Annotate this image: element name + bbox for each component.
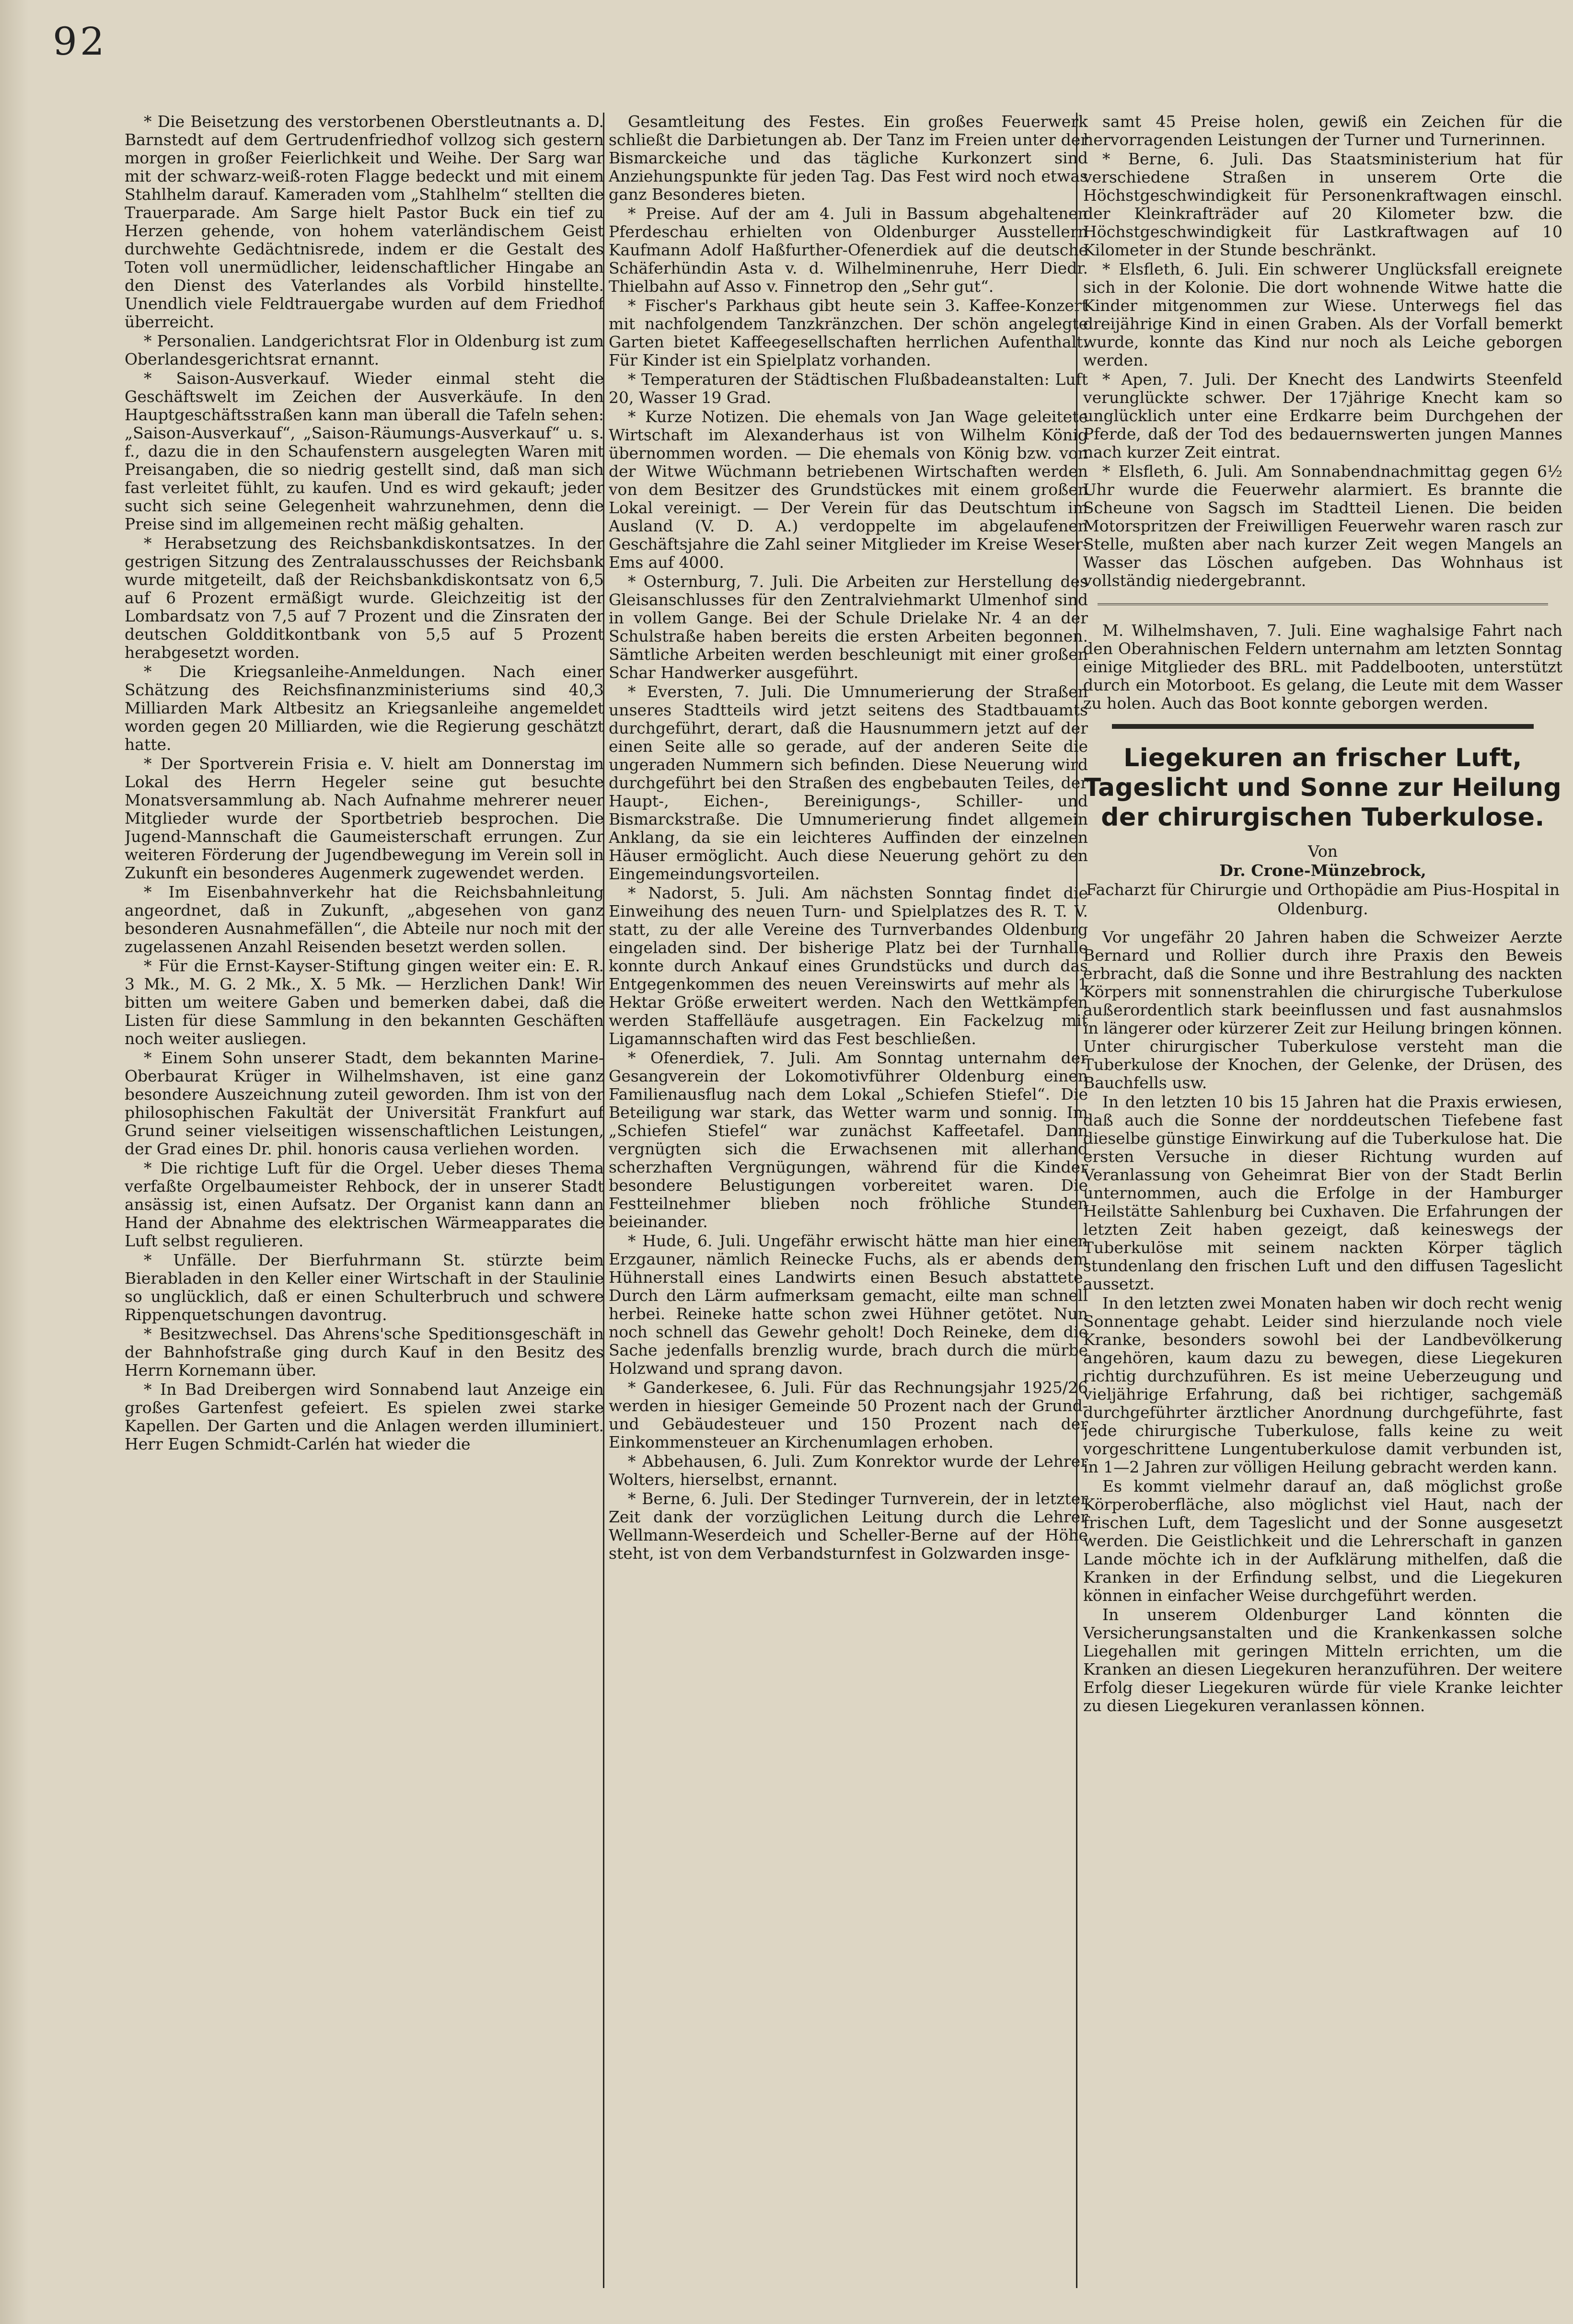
news-item: * Die Beisetzung des verstorbenen Oberstleutnants a. D. Barnstedt auf dem Gertrudenfriedhof vollzog sich gestern morgen in großer Feierlichkeit und Weihe. Der Sarg war mit der schwarz-weiß-roten Flagge bedeckt und mit einem Stahlhelm darauf. Kameraden vom „Stahlhelm“ stellten die Trauerparade. Am Sarge hielt Pastor Buck ein tief zu Herzen gehende, von hohem vaterländischem Geist durchwehte Gedächtnisrede, indem er die Gestalt des Toten voll unermüdlicher, leidenschaftlicher Hingabe an den Dienst des Vaterlandes als Vorbild hinstellte. Unendlich viele Feldtrauergabe wurden auf dem Friedhof überreicht. bbox=[125, 113, 604, 331]
news-item: * Die richtige Luft für die Orgel. Ueber dieses Thema verfaßte Orgelbaumeister Rehbock, der in unserer Stadt ansässig ist, einen Aufsatz. Der Organist kann dann an Hand der Abnahme des elektrischen Wärmeapparates die Luft selbst regulieren. bbox=[125, 1159, 604, 1250]
news-item: * Kurze Notizen. Die ehemals von Jan Wage geleitete Wirtschaft im Alexanderhaus ist von Wilhelm König übernommen worden. — Die ehemals von König bzw. von der Witwe Wüchmann betriebenen Wirtschaften werden von dem Besitzer des Grundstückes mit einem großen Lokal vereinigt. — Der Verein für das Deutschtum im Ausland (V. D. A.) verdoppelte im abgelaufenen Geschäftsjahre die Zahl seiner Mitglieder im Kreise Weser-Ems auf 4000. bbox=[609, 407, 1088, 572]
news-item: * Abbehausen, 6. Juli. Zum Konrektor wurde der Lehrer Wolters, hierselbst, ernannt. bbox=[609, 1452, 1088, 1489]
article-rule bbox=[1112, 724, 1534, 729]
article-headline: Liegekuren an frischer Luft, Tageslicht und Sonne zur Heilung der chirurgischen Tuberkulose. bbox=[1084, 744, 1562, 832]
news-item: * Einem Sohn unserer Stadt, dem bekannten Marine-Oberbaurat Krüger in Wilhelmshaven, ist eine ganz besondere Auszeichnung zuteil geworden. Ihm ist von der philosophischen Fakultät der Universität Frankfurt auf Grund seiner vielseitigen wissenschaftlichen Leistungen, der Grad eines Dr. phil. honoris causa verliehen worden. bbox=[125, 1048, 604, 1158]
news-item: * Die Kriegsanleihe-Anmeldungen. Nach einer Schätzung des Reichsfinanzministeriums sind 40,3 Milliarden Mark Altbesitz an Kriegsanleihe angemeldet worden gegen 20 Milliarden, wie die Regierung geschätzt hatte. bbox=[125, 662, 604, 754]
column-middle bbox=[609, 113, 1088, 2298]
page-number: 92 bbox=[53, 19, 107, 64]
byline-author: Dr. Crone-Münzebrock, bbox=[1219, 861, 1426, 880]
news-item: * Elsfleth, 6. Juli. Am Sonnabendnachmittag gegen 6½ Uhr wurde die Feuerwehr alarmiert. Es brannte die Scheune von Sagsch im Stadtteil Lienen. Die beiden Motorspritzen der Freiwilligen Feuerwehr waren rasch zur Stelle, mußten aber nach kurzer Zeit wegen Mangels an Wasser das Löschen aufgeben. Das Wohnhaus ist vollständig niedergebrannt. bbox=[1083, 462, 1562, 590]
news-item: * Berne, 6. Juli. Der Stedinger Turnverein, der in letzter Zeit dank der vorzüglichen Leitung durch die Lehrer Wellmann-Weserdeich und Scheller-Berne auf der Höhe steht, ist von dem Verbandsturnfest in Golzwarden insge- bbox=[609, 1489, 1088, 1563]
news-item: * Berne, 6. Juli. Das Staatsministerium hat für verschiedene Straßen in unserem Orte die Höchstgeschwindigkeit für Personenkraftwagen einschl. der Kleinkrafträder auf 20 Kilometer bzw. die Höchstgeschwindigkeit für Lastkraftwagen auf 10 Kilometer in der Stunde beschränkt. bbox=[1083, 150, 1562, 259]
news-item: * Apen, 7. Juli. Der Knecht des Landwirts Steenfeld verunglückte schwer. Der 17jährige Knecht kam so unglücklich unter eine Erdkarre beim Durchgehen der Pferde, daß der Tod des bedauernswerten jungen Mannes nach kurzer Zeit eintrat. bbox=[1083, 370, 1562, 461]
news-item: * Nadorst, 5. Juli. Am nächsten Sonntag findet die Einweihung des neuen Turn- und Spielplatzes des R. T. V. statt, zu der alle Vereine des Turnverbandes Oldenburg eingeladen sind. Der bisherige Platz bei der Turnhalle konnte durch Ankauf eines Grundstücks und durch das Entgegenkommen des neuen Vereinswirts auf mehr als 1 Hektar Größe erweitert werden. Nach den Wettkämpfen werden Staffelläufe ausgetragen. Ein Fackelzug mit Ligamannschaften wird das Fest beschließen. bbox=[609, 884, 1088, 1048]
news-item: * Im Eisenbahnverkehr hat die Reichsbahnleitung angeordnet, daß in Zukunft, „abgesehen von ganz besonderen Ausnahmefällen“, die Abteile nur noch mit der zugelassenen Anzahl Reisenden besetzt werden sollen. bbox=[125, 883, 604, 956]
news-item: Gesamtleitung des Festes. Ein großes Feuerwerk schließt die Darbietungen ab. Der Tanz im Freien unter der Bismarckeiche und das tägliche Kurkonzert sind Anziehungspunkte für jeden Tag. Das Fest wird noch etwas ganz Besonderes bieten. bbox=[609, 113, 1088, 204]
news-item: * Fischer's Parkhaus gibt heute sein 3. Kaffee-Konzert mit nachfolgendem Tanzkränzchen. Der schön angelegte Garten bietet Kaffeegesellschaften herrlichen Aufenthalt. Für Kinder ist ein Spielplatz vorhanden. bbox=[609, 296, 1088, 369]
news-item: samt 45 Preise holen, gewiß ein Zeichen für die hervorragenden Leistungen der Turner und Turnerinnen. bbox=[1083, 113, 1562, 149]
article-paragraph: In den letzten 10 bis 15 Jahren hat die Praxis erwiesen, daß auch die Sonne der norddeutschen Tiefebene fast dieselbe günstige Einwirkung auf die Tuberkulose hat. Die ersten Versuche in dieser Richtung wurden auf Veranlassung von Geheimrat Bier von der Stadt Berlin unternommen, auch die Erfolge in der Hamburger Heilstätte Sahlenburg bei Cuxhaven. Die Erfahrungen der letzten Zeit haben gezeigt, daß keineswegs der Tuberkulöse mit seinem nackten Körper täglich stundenlang den frischen Luft und den diffusen Tageslicht aussetzt. bbox=[1083, 1093, 1562, 1293]
byline-author-title: Facharzt für Chirurgie und Orthopädie am Pius-Hospital in Oldenburg. bbox=[1086, 880, 1560, 918]
news-item: * Herabsetzung des Reichsbankdiskontsatzes. In der gestrigen Sitzung des Zentralausschusses der Reichsbank wurde mitgeteilt, daß der Reichsbankdiskontsatz von 6,5 auf 6 Prozent ermäßigt wurde. Gleichzeitig ist der Lombardsatz von 7,5 auf 7 Prozent und die Zinsraten der deutschen Goldditkontbank von 5,5 auf 5 Prozent herabgesetzt worden. bbox=[125, 534, 604, 662]
section-separator bbox=[1098, 603, 1548, 608]
news-item: * Hude, 6. Juli. Ungefähr erwischt hätte man hier einen Erzgauner, nämlich Reinecke Fuchs, als er abends dem Hühnerstall eines Landwirts einen Besuch abstattete. Durch den Lärm aufmerksam gemacht, eilte man schnell herbei. Reineke hatte schon zwei Hühner getötet. Nun noch schnell das Gewehr geholt! Doch Reineke, dem die Sache jedenfalls brenzlig wurde, brach durch die mürbe Holzwand und sprang davon. bbox=[609, 1231, 1088, 1378]
news-item: * Unfälle. Der Bierfuhrmann St. stürzte beim Bierabladen in den Keller einer Wirtschaft in der Staulinie so unglücklich, daß er einen Schulterbruch und schwere Rippenquetschungen davontrug. bbox=[125, 1251, 604, 1324]
news-item: * Osternburg, 7. Juli. Die Arbeiten zur Herstellung des Gleisanschlusses für den Zentralviehmarkt Ulmenhof sind in vollem Gange. Bei der Schule Drielake Nr. 4 an der Schulstraße haben bereits die ersten Arbeiten begonnen. Sämtliche Arbeiten werden beschleunigt mit einer großen Schar Handwerker ausgeführt. bbox=[609, 572, 1088, 682]
news-item: * In Bad Dreibergen wird Sonnabend laut Anzeige ein großes Gartenfest gefeiert. Es spielen zwei starke Kapellen. Der Garten und die Anlagen werden illuminiert. Herr Eugen Schmidt-Carlén hat wieder die bbox=[125, 1380, 604, 1453]
feature-article bbox=[1083, 743, 1562, 1715]
article-paragraph: Es kommt vielmehr darauf an, daß möglichst große Körperoberfläche, also möglichst viel Haut, nach der frischen Luft, dem Tageslicht und der Sonne ausgesetzt werden. Die Geistlichkeit und die Lehrerschaft in ganzen Lande möchte ich in der Aufklärung mithelfen, daß die Kranken in der Erfindung selbst, und die Liegekuren können in einfacher Weise durchgeführt werden. bbox=[1083, 1477, 1562, 1605]
byline-von: Von bbox=[1308, 842, 1338, 861]
article-paragraph: Vor ungefähr 20 Jahren haben die Schweizer Aerzte Bernard und Rollier durch ihre Praxis den Beweis erbracht, daß die Sonne und ihre Bestrahlung des nackten Körpers mit sonnenstrahlen die chirurgische Tuberkulose außerordentlich stark beeinflussen und fast ausnahmslos in längerer oder kürzerer Zeit zur Heilung bringen können. Unter chirurgischer Tuberkulose versteht man die Tuberkulose der Knochen, der Gelenke, der Drüsen, des Bauchfells usw. bbox=[1083, 928, 1562, 1092]
news-item: * Saison-Ausverkauf. Wieder einmal steht die Geschäftswelt im Zeichen der Ausverkäufe. In den Hauptgeschäftsstraßen kann man überall die Tafeln sehen: „Saison-Ausverkauf“, „Saison-Räumungs-Ausverkauf“ u. s. f., dazu die in den Schaufenstern ausgelegten Waren mit Preisangaben, die so niedrig gestellt sind, daß man sich fast verleitet fühlt, zu kaufen. Und es wird gekauft; jeder sucht sich seine Gelegenheit wahrzunehmen, denn die Preise sind im allgemeinen recht mäßig gehalten. bbox=[125, 369, 604, 533]
news-item: * Temperaturen der Städtischen Flußbadeanstalten: Luft 20, Wasser 19 Grad. bbox=[609, 370, 1088, 407]
news-item: * Personalien. Landgerichtsrat Flor in Oldenburg ist zum Oberlandesgerichtsrat ernannt. bbox=[125, 332, 604, 368]
column-right bbox=[1083, 113, 1562, 2298]
news-item: * Ganderkesee, 6. Juli. Für das Rechnungsjahr 1925/26 werden in hiesiger Gemeinde 50 Prozent nach der Grund- und Gebäudesteuer und 150 Prozent nach der Einkommensteuer an Kirchenumlagen erhoben. bbox=[609, 1378, 1088, 1451]
news-item: * Ofenerdiek, 7. Juli. Am Sonntag unternahm der Gesangverein der Lokomotivführer Oldenburg einen Familienausflug nach dem Lokal „Schiefen Stiefel“. Die Beteiligung war stark, das Wetter warm und sonnig. Im „Schiefen Stiefel“ war zunächst Kaffeetafel. Dann vergnügten sich die Erwachsenen mit allerhand scherzhaften Vergnügungen, während für die Kinder besondere Belustigungen vorbereitet waren. Die Festteilnehmer blieben noch fröhliche Stunden beieinander. bbox=[609, 1048, 1088, 1231]
article-paragraph: In den letzten zwei Monaten haben wir doch recht wenig Sonnentage gehabt. Leider sind hierzulande noch viele Kranke, besonders sowohl bei der Landbevölkerung angehören, kaum dazu zu bewegen, diese Liegekuren richtig durchzuführen. Es ist meine Ueberzeugung und vieljährige Erfahrung, daß bei richtiger, sachgemäß durchgeführter ärztlicher Anordnung durchgeführte, fast jede chirurgische Tuberkulose, falls keine zu weit vorgeschrittene Lungentuberkulose damit verbunden ist, in 1—2 Jahren zur völligen Heilung gebracht werden kann. bbox=[1083, 1294, 1562, 1476]
news-item: * Preise. Auf der am 4. Juli in Bassum abgehaltenen Pferdeschau erhielten von Oldenburger Ausstellern Kaufmann Adolf Haßfurther-Ofenerdiek auf die deutsche Schäferhündin Asta v. d. Wilhelminenruhe, Herr Diedr. Thielbahn auf Asso v. Finnetrop den „Sehr gut“. bbox=[609, 204, 1088, 296]
news-item: M. Wilhelmshaven, 7. Juli. Eine waghalsige Fahrt nach den Oberahnischen Feldern unternahm am letzten Sonntag einige Mitglieder des BRL. mit Paddelbooten, unterstützt durch ein Motorboot. Es gelang, die Leute mit dem Wasser zu holen. Auch das Boot konnte geborgen werden. bbox=[1083, 621, 1562, 713]
news-item: * Für die Ernst-Kayser-Stiftung gingen weiter ein: E. R. 3 Mk., M. G. 2 Mk., X. 5 Mk. — Herzlichen Dank! Wir bitten um weitere Gaben und bemerken dabei, daß die Listen für diese Sammlung in den bekannten Geschäften noch weiter ausliegen. bbox=[125, 956, 604, 1048]
news-item: * Besitzwechsel. Das Ahrens'sche Speditionsgeschäft in der Bahnhofstraße ging durch Kauf in den Besitz des Herrn Kornemann über. bbox=[125, 1324, 604, 1380]
news-item: * Elsfleth, 6. Juli. Ein schwerer Unglücksfall ereignete sich in der Kolonie. Die dort wohnende Witwe hatte die Kinder mitgenommen zur Wiese. Unterwegs fiel das dreijährige Kind in einen Graben. Als der Vorfall bemerkt wurde, konnte das Kind nur noch als Leiche geborgen werden. bbox=[1083, 260, 1562, 369]
column-left bbox=[125, 113, 604, 2298]
news-item: * Der Sportverein Frisia e. V. hielt am Donnerstag im Lokal des Herrn Hegeler seine gut besuchte Monatsversammlung ab. Nach Aufnahme mehrerer neuer Mitglieder wurde der Sportbetrieb besprochen. Die Jugend-Mannschaft die Gaumeisterschaft errungen. Zur weiteren Förderung der Jugendbewegung im Verein soll in Zukunft ein besonderes Augenmerk zugewendet werden. bbox=[125, 754, 604, 882]
article-paragraph: In unserem Oldenburger Land könnten die Versicherungsanstalten und die Krankenkassen solche Liegehallen mit geringen Mitteln errichten, um die Kranken an diesen Liegekuren heranzuführen. Der weitere Erfolg dieser Liegekuren würde für viele Kranke leichter zu diesen Liegekuren veranlassen können. bbox=[1083, 1605, 1562, 1715]
scan-edge-shadow bbox=[0, 0, 29, 2324]
news-item: * Eversten, 7. Juli. Die Umnumerierung der Straßen unseres Stadtteils wird jetzt seitens des Stadtbauamts durchgeführt, derart, daß die Hausnummern jetzt auf der einen Seite alle so gerade, auf der anderen Seite die ungeraden Nummern sich befinden. Diese Neuerung wird durchgeführt bei den Straßen des engbebauten Teiles, der Haupt-, Eichen-, Bereinigungs-, Schiller- und Bismarckstraße. Die Umnumerierung findet allgemein Anklang, da sie ein leichteres Auffinden der einzelnen Häuser ermöglicht. Auch diese Neuerung gehört zu den Eingemeindungsvorteilen. bbox=[609, 682, 1088, 883]
